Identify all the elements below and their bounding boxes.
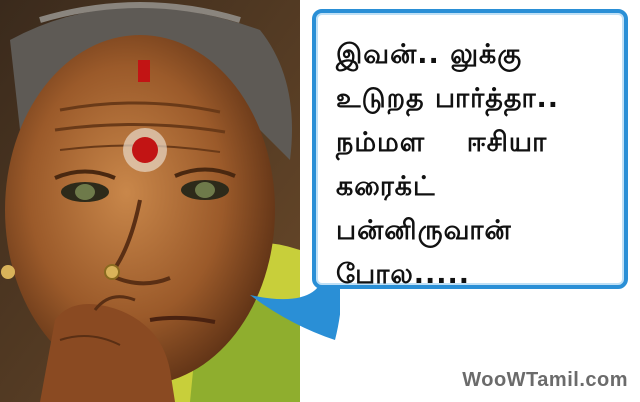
watermark: WooWTamil.com: [462, 369, 628, 391]
bubble-line-5: பன்னிருவான்: [336, 215, 512, 246]
bubble-line-2: உடுறத பார்த்தா..: [336, 83, 560, 114]
speech-bubble: [312, 9, 628, 289]
bubble-line-6: போல.....: [336, 259, 471, 290]
speech-bubble-text: [336, 33, 610, 297]
bubble-line-1: இவன்.. லுக்கு: [336, 39, 523, 70]
bubble-line-3: நம்மள ஈசியா: [336, 127, 548, 158]
bubble-line-4: கரைக்ட்: [336, 171, 436, 202]
